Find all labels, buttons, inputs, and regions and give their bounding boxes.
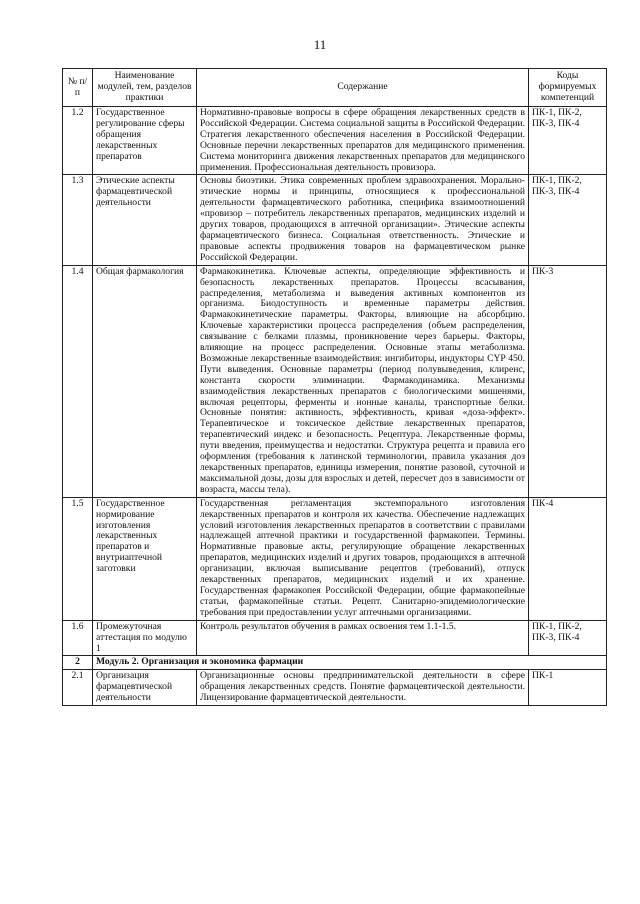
row-title: Государственное регулирование сферы обращения лекарственных препаратов: [93, 107, 197, 175]
header-num: № п/п: [63, 69, 93, 107]
row-codes: ПК-1, ПК-2, ПК-3, ПК-4: [529, 620, 607, 656]
module-title: Модуль 2. Организация и экономика фармации: [93, 656, 607, 670]
module-num: 2: [63, 656, 93, 670]
curriculum-table: [62, 68, 607, 706]
row-num: 1.2: [63, 107, 93, 175]
module-heading-row: [63, 656, 607, 670]
row-title: Промежуточная аттестация по модулю 1: [93, 620, 197, 656]
row-title: Государственное нормирование изготовления лекарственных препаратов и внутриаптечной заготовки: [93, 497, 197, 620]
row-codes: ПК-3: [529, 265, 607, 497]
row-title: Организация фармацевтической деятельности: [93, 670, 197, 706]
row-num: 1.5: [63, 497, 93, 620]
table-row: [63, 620, 607, 656]
row-title: Общая фармакология: [93, 265, 197, 497]
row-num: 1.3: [63, 175, 93, 265]
row-num: 2.1: [63, 670, 93, 706]
table-row: [63, 175, 607, 265]
row-codes: ПК-1, ПК-2, ПК-3, ПК-4: [529, 175, 607, 265]
row-content: Государственная регламентация экстемпорального изготовления лекарственных препаратов и контроля их качества. Обеспечение надлежащих условий изготовления лекарственных препаратов в соответствии с правилами надлежащей аптечной практики и государственной фармакопеи. Термины. Нормативные правовые акты, регулирующие обращение лекарственных препаратов, медицинских изделий и других товаров, продающихся в аптечной организации, включая выписывание рецептов (требований), отпуск лекарственных препаратов, медицинских изделий и их хранение. Государственная фармакопея Российской Федерации, общие фармакопейные статьи, фармакопейные статьи. Рецепт. Санитарно-эпидемиологические требования при предоставлении услуг аптечными организациями.: [197, 497, 529, 620]
row-content: Нормативно-правовые вопросы в сфере обращения лекарственных средств в Российской Федерации. Система социальной защиты в Российской Федерации. Стратегия лекарственного обеспечения населения в Российской Федерации. Основные перечни лекарственных препаратов для медицинского применения. Система мониторинга движения лекарственных препаратов для медицинского применения. Профессиональная деятельность провизора.: [197, 107, 529, 175]
header-codes: Коды формируемых компетенций: [529, 69, 607, 107]
row-content: Фармакокинетика. Ключевые аспекты, определяющие эффективность и безопасность лекарственных препаратов. Процессы всасывания, распределения, метаболизма и выведения активных компонентов из организма. Биодоступность и временные параметры действия. Фармакокинетические параметры. Факторы, влияющие на абсорбцию. Ключевые характеристики процесса распределения (объем распределения, связывание с белками плазмы, проникновение через барьеры. Факторы, влияющие на процесс распределения. Основные этапы метаболизма. Возможные лекарственные взаимодействия: ингибиторы, индукторы CYP 450. Пути выведения. Основные параметры (период полувыведения, клиренс, константа скорости элиминации. Фармакодинамика. Механизмы взаимодействия лекарственных препаратов с биологическими мишенями, включая рецепторы, ферменты и ионные каналы, транспортные белки. Основные понятия: активность, эффективность, кривая «доза-эффект». Терапевтическое и токсическое действие лекарственных препаратов, терапевтический индекс и безопасность. Рецептура. Лекарственные формы, пути введения, преимущества и недостатки. Структура рецепта и правила его оформления (требования к латинской терминологии, правила указания доз лекарственных препаратов, единицы измерения, понятие разовой, суточной и максимальной дозы, дозы для взрослых и детей, пересчет доз в зависимости от возраста, массы тела).: [197, 265, 529, 497]
header-content: Содержание: [197, 69, 529, 107]
table-row: [63, 497, 607, 620]
page-number: 11: [313, 37, 327, 52]
table-row: [63, 265, 607, 497]
table-row: [63, 107, 607, 175]
row-title: Этические аспекты фармацевтической деятельности: [93, 175, 197, 265]
row-num: 1.6: [63, 620, 93, 656]
table-header-row: [63, 69, 607, 107]
row-content: Контроль результатов обучения в рамках освоения тем 1.1-1.5.: [197, 620, 529, 656]
row-codes: ПК-4: [529, 497, 607, 620]
table-row: [63, 670, 607, 706]
header-module: Наименование модулей, тем, разделов практики: [93, 69, 197, 107]
row-codes: ПК-1: [529, 670, 607, 706]
row-content: Организационные основы предпринимательской деятельности в сфере обращения лекарственных средств. Понятие фармацевтической деятельности. Лицензирование фармацевтической деятельности.: [197, 670, 529, 706]
row-codes: ПК-1, ПК-2, ПК-3, ПК-4: [529, 107, 607, 175]
row-num: 1.4: [63, 265, 93, 497]
row-content: Основы биоэтики. Этика современных проблем здравоохранения. Морально-этические нормы и принципы, относящиеся к профессиональной деятельности фармацевтического работника, специфика взаимоотношений «провизор – потребитель лекарственных препаратов, медицинских изделий и других товаров, продающихся в аптечной организации». Этические аспекты фармацевтического бизнеса. Социальная ответственность. Этические и правовые аспекты продвижения товаров на фармацевтическом рынке Российской Федерации.: [197, 175, 529, 265]
